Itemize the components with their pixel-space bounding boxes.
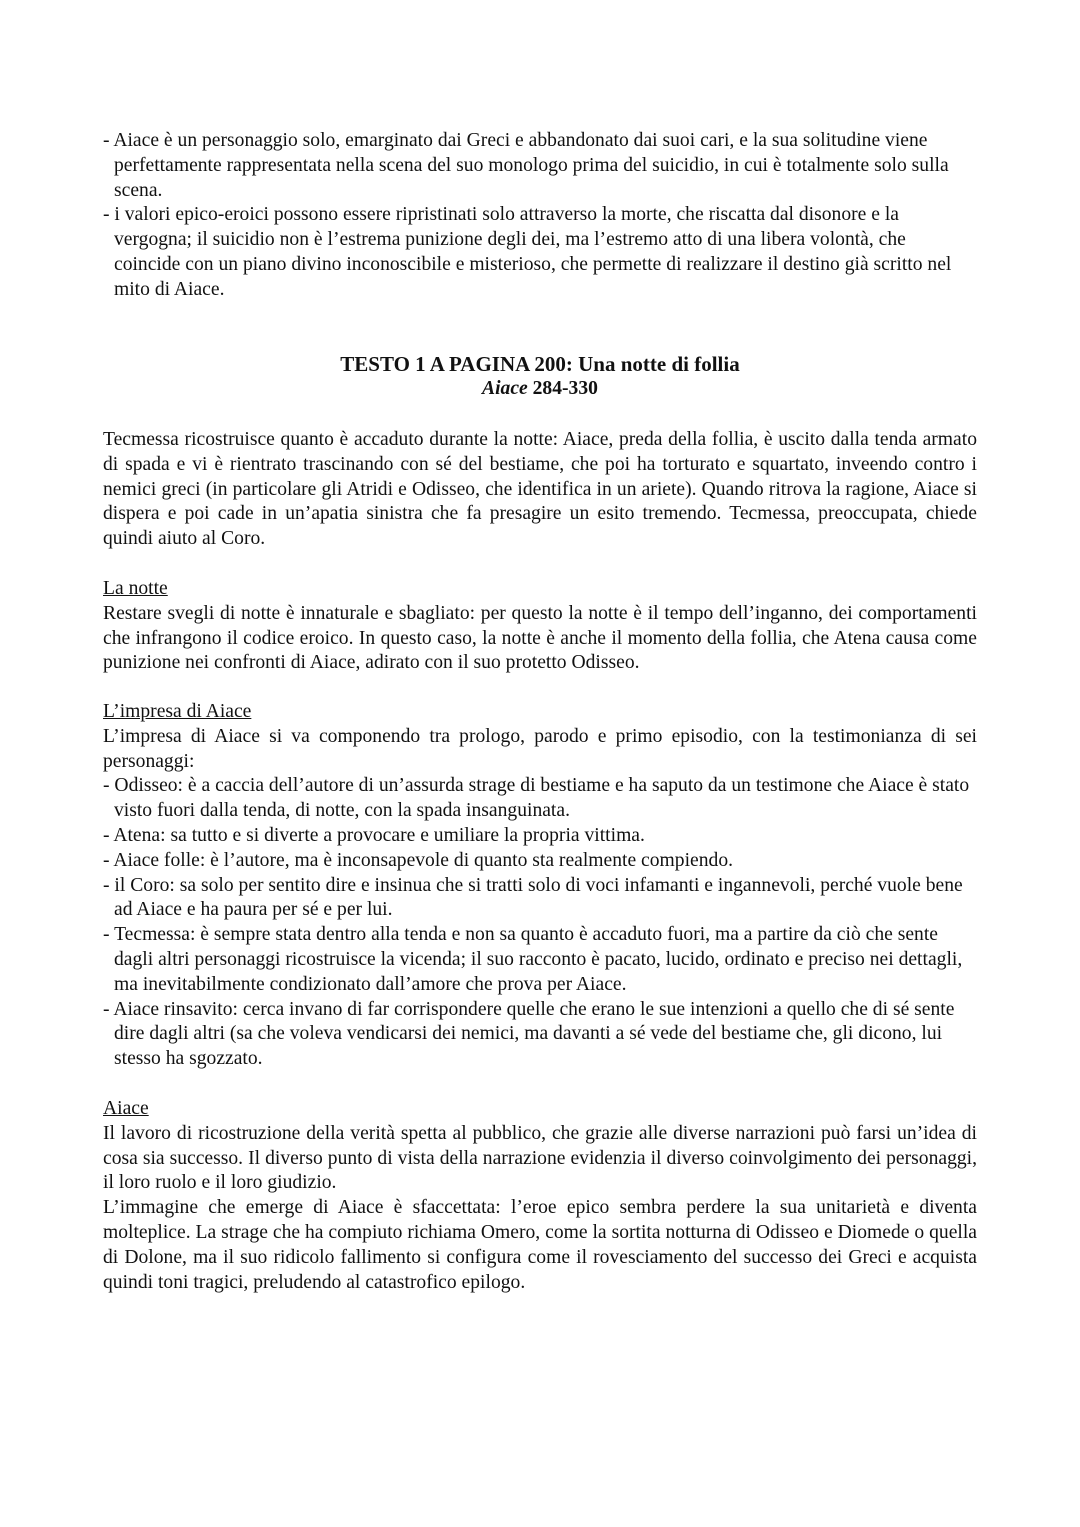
section-aiace	[103, 1097, 977, 1295]
section-text: L’impresa di Aiace si va componendo tra prologo, parodo e primo episodio, con la testimonianza di sei personaggi:	[103, 725, 977, 772]
bullet-item: - Odisseo: è a caccia dell’autore di un’assurda strage di bestiame e ha saputo da un testimone che Aiace è stato visto fuori dalla tenda, di notte, con la spada insanguinata.	[103, 775, 970, 822]
bullet-item: - Aiace folle: è l’autore, ma è inconsapevole di quanto sta realmente compiendo.	[103, 849, 734, 871]
bullet-item: - Aiace è un personaggio solo, emarginato dai Greci e abbandonato dai suoi cari, e la sua solitudine viene perfettamente rappresentata nella scena del suo monologo prima del suicidio, in cui è totalmente solo sulla scena.	[103, 130, 949, 201]
section-header	[103, 351, 977, 402]
section-impresa	[103, 700, 977, 1072]
work-title: Aiace	[482, 378, 528, 399]
section-heading: L’impresa di Aiace	[103, 701, 252, 722]
section-text: Il lavoro di ricostruzione della verità spetta al pubblico, che grazie alle diverse narrazioni può farsi un’idea di cosa sia successo. Il diverso punto di vista della narrazione evidenzia il diverso coinvolgimento dei personaggi, il loro ruolo e il loro giudizio.	[103, 1122, 977, 1194]
bullet-item: - Aiace rinsavito: cerca invano di far corrispondere quelle che erano le sue intenzioni a quello che di sé sente dire dagli altri (sa che voleva vendicarsi dei nemici, ma davanti a sé vede del bestiame che, gli dicono, lui stesso ha sgozzato.	[103, 998, 955, 1070]
bullet-item: - Tecmessa: è sempre stata dentro alla tenda e non sa quanto è accaduto fuori, ma a partire da ciò che sente dagli altri personaggi ricostruisce la vicenda; il suo racconto è pacato, lucido, ordinato e preciso nei dettagli, ma inevitabilmente condizionato dall’amore che prova per Aiace.	[103, 924, 963, 995]
section-text: L’immagine che emerge di Aiace è sfaccettata: l’eroe epico sembra perdere la sua unitarietà e diventa molteplice. La strage che ha compiuto richiama Omero, come la sortita notturna di Odisseo e Diomede o quella di Dolone, ma il suo ridicolo fallimento si configura come il rovesciamento del successo dei Greci e acquista quindi toni tragici, preludendo al catastrofico epilogo.	[103, 1197, 977, 1293]
intro-bullets	[103, 129, 977, 303]
section-notte	[103, 577, 977, 676]
bullet-item: - i valori epico-eroici possono essere ripristinati solo attraverso la morte, che riscatta dal disonore e la vergogna; il suicidio non è l’estrema punizione degli dei, ma l’estremo atto di una libera volontà, che coincide con un piano divino inconoscibile e misterioso, che permette di realizzare il destino già scritto nel mito di Aiace.	[103, 204, 952, 300]
section-heading: La notte	[103, 578, 168, 599]
section-text: Restare svegli di notte è innaturale e sbagliato: per questo la notte è il tempo dell’inganno, dei comportamenti che infrangono il codice eroico. In questo caso, la notte è anche il momento della follia, che Atena causa come punizione nei confronti di Aiace, adirato con il suo protetto Odisseo.	[103, 602, 977, 674]
bullet-item: - il Coro: sa solo per sentito dire e insinua che si tratti solo di voci infamanti e ingannevoli, perché vuole bene ad Aiace e ha paura per sé e per lui.	[103, 874, 963, 921]
verses: 284-330	[527, 378, 598, 399]
summary-text: Tecmessa ricostruisce quanto è accaduto durante la notte: Aiace, preda della follia, è uscito dalla tenda armato di spada e vi è rientrato trascinando con sé del bestiame, che poi ha torturato e squartato, inveendo contro i nemici greci (in particolare gli Atridi e Odisseo, che identifica in un ariete). Quando ritrova la ragione, Aiace si dispera e poi cade in un’apatia sinistra che fa presagire un esito tremendo. Tecmessa, preoccupata, chiede quindi aiuto al Coro.	[103, 429, 977, 550]
summary	[103, 428, 977, 552]
section-heading: Aiace	[103, 1098, 149, 1119]
bullet-item: - Atena: sa tutto e si diverte a provocare e umiliare la propria vittima.	[103, 824, 645, 846]
subtitle	[103, 377, 977, 402]
page-title: TESTO 1 A PAGINA 200: Una notte di follia	[340, 352, 740, 376]
